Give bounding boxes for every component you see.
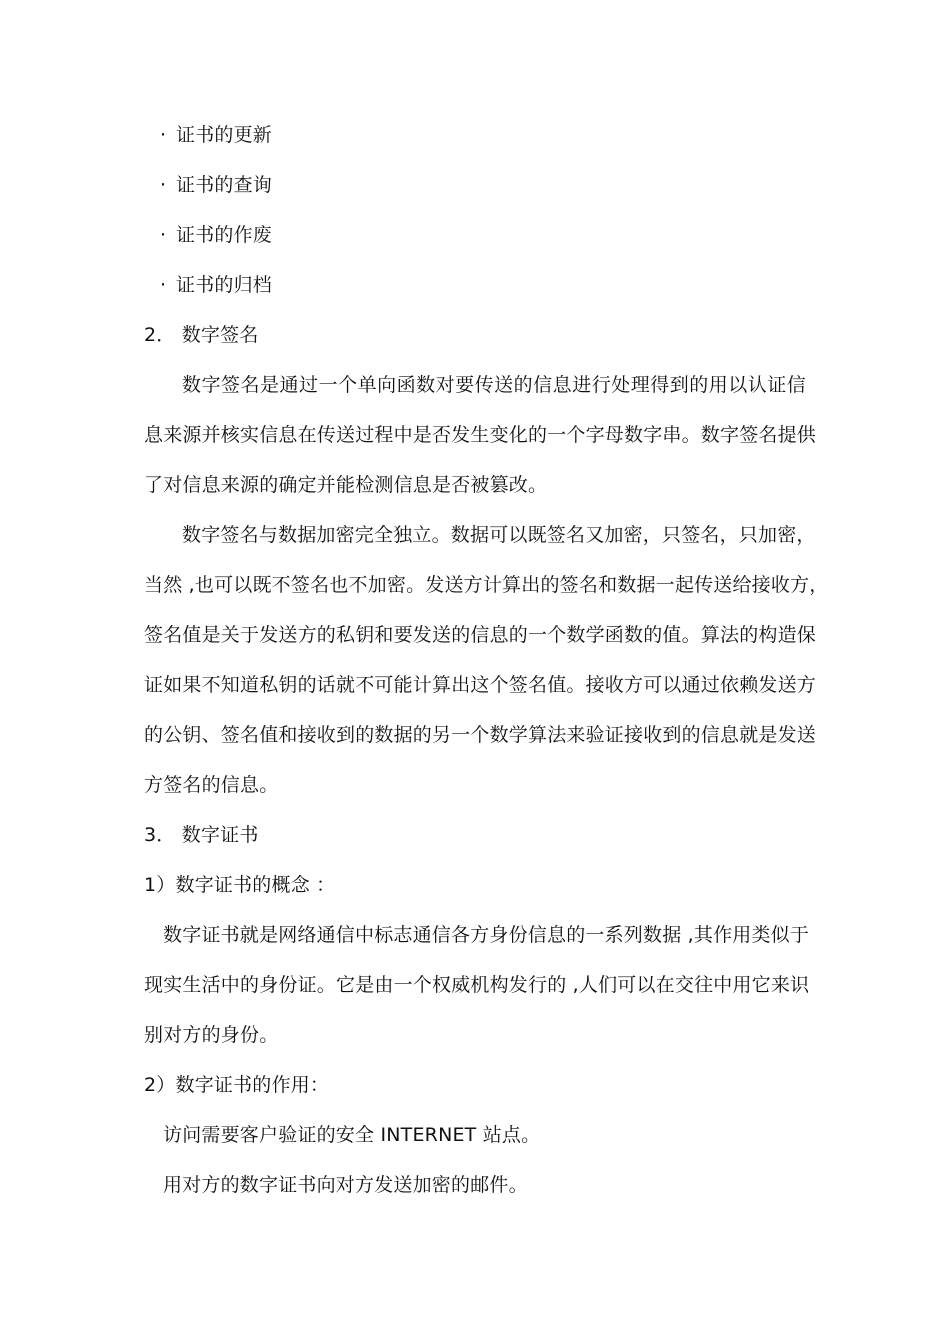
paragraph-line: 证如果不知道私钥的话就不可能计算出这个签名值。接收方可以通过依赖发送方 <box>144 674 817 696</box>
paragraph-line: 别对方的身份。 <box>144 1024 279 1046</box>
bullet-marker: · <box>160 224 167 246</box>
paragraph-line: 当然 ,也可以既不签名也不加密。发送方计算出的签名和数据一起传送给接收方， <box>144 574 829 596</box>
paragraph-line: 签名值是关于发送方的私钥和要发送的信息的一个数学函数的值。算法的构造保 <box>144 624 817 646</box>
paragraph-line: 方签名的信息。 <box>144 774 279 796</box>
bullet-text: 证书的作废 <box>176 224 273 246</box>
bullet-item <box>160 173 272 197</box>
bullet-item <box>160 123 272 147</box>
bullet-text: 证书的更新 <box>176 124 273 146</box>
paragraph-line: 息来源并核实信息在传送过程中是否发生变化的一个字母数字串。数字签名提供 <box>144 424 817 446</box>
paragraph-line: 现实生活中的身份证。它是由一个权威机构发行的 ,人们可以在交往中用它来识 <box>144 974 810 996</box>
bullet-text: 证书的归档 <box>176 274 273 296</box>
paragraph-line: 数字签名是通过一个单向函数对要传送的信息进行处理得到的用以认证信 <box>182 374 806 396</box>
paragraph-line: 的公钥、签名值和接收到的数据的另一个数学算法来验证接收到的信息就是发送 <box>144 724 817 746</box>
paragraph-line: 了对信息来源的确定并能检测信息是否被篡改。 <box>144 474 548 496</box>
paragraph-line: 访问需要客户验证的安全 INTERNET 站点。 <box>163 1124 541 1146</box>
bullet-item <box>160 223 272 247</box>
bullet-marker: · <box>160 124 167 146</box>
bullet-marker: · <box>160 174 167 196</box>
section-heading: 3． 数字证书 <box>144 824 259 846</box>
bullet-item <box>160 273 272 297</box>
bullet-marker: · <box>160 274 167 296</box>
section-heading: 2． 数字签名 <box>144 324 259 346</box>
bullet-text: 证书的查询 <box>176 174 273 196</box>
paragraph-line: 用对方的数字证书向对方发送加密的邮件。 <box>163 1174 528 1196</box>
subsection-heading: 1）数字证书的概念 ： <box>144 874 336 896</box>
paragraph-line: 数字签名与数据加密完全独立。数据可以既签名又加密，只签名，只加密， <box>182 524 816 546</box>
paragraph-line: 数字证书就是网络通信中标志通信各方身份信息的一系列数据 ,其作用类似于 <box>163 924 810 946</box>
subsection-heading: 2）数字证书的作用： <box>144 1074 330 1096</box>
